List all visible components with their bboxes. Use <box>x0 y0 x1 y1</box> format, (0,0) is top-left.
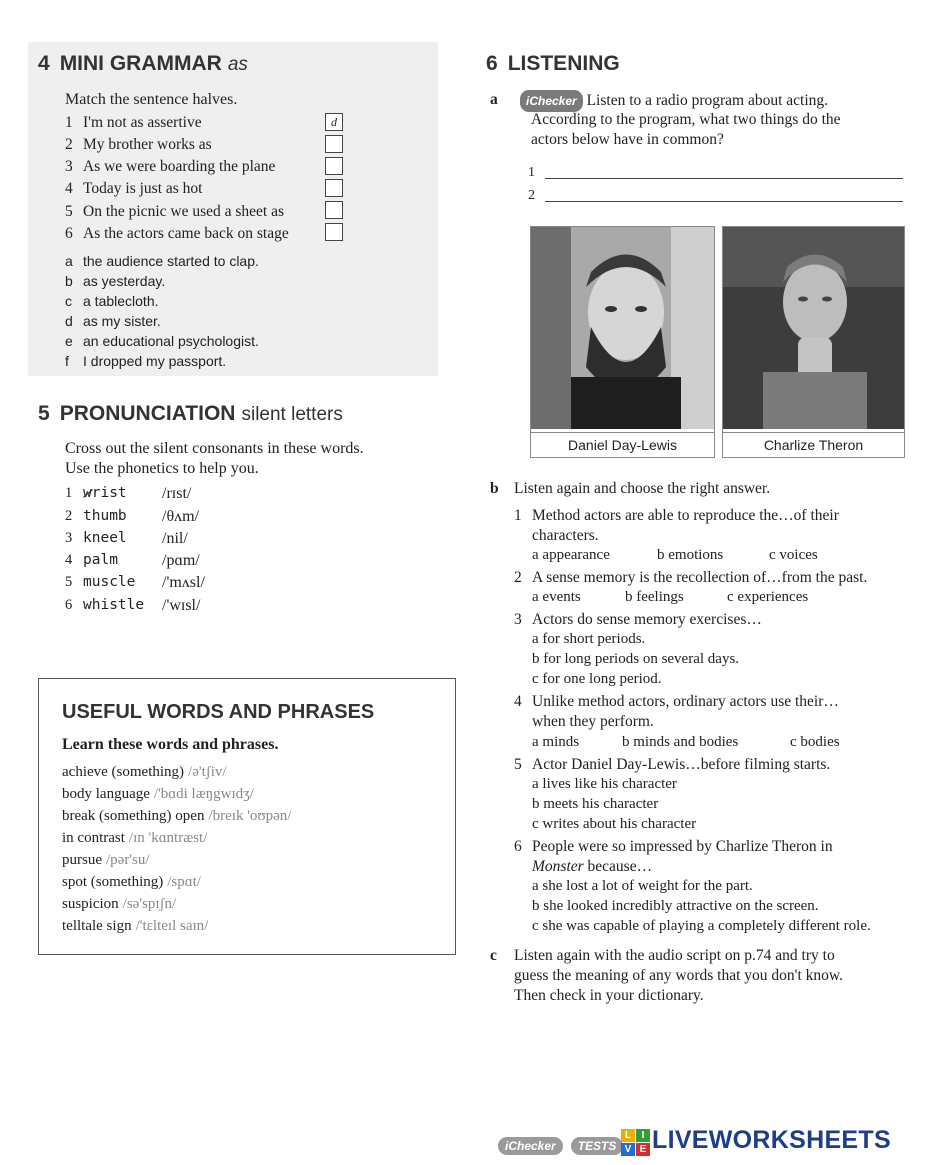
answer-option[interactable]: a appearance <box>532 547 610 563</box>
answer-box[interactable] <box>325 223 343 241</box>
question-text: Actor Daniel Day-Lewis…before filming starts. <box>532 756 831 773</box>
useful-words-subtitle: Learn these words and phrases. <box>62 736 279 753</box>
pronunciation-word[interactable]: 2 thumb <box>65 508 127 524</box>
listening-heading <box>486 52 620 76</box>
grammar-instruction: Match the sentence halves. <box>65 91 238 108</box>
answer-option[interactable]: a events <box>532 589 581 605</box>
grammar-item: 3 As we were boarding the plane <box>65 158 276 175</box>
question-number: 4 <box>514 693 522 710</box>
question-text: Monster because… <box>532 858 653 875</box>
part-c-text: Then check in your dictionary. <box>514 987 704 1004</box>
question-number: 2 <box>514 569 522 586</box>
part-a-text: According to the program, what two things do the <box>531 111 841 128</box>
photo-charlize-theron <box>722 226 905 458</box>
answer-box[interactable]: d <box>325 113 343 131</box>
answer-option[interactable]: a lives like his character <box>532 776 677 792</box>
phonetics: /nil/ <box>162 530 188 547</box>
phonetics: /θʌm/ <box>162 508 199 525</box>
phonetics: /'wɪsl/ <box>162 597 201 614</box>
section-title: PRONUNCIATION <box>59 402 236 425</box>
grammar-item: 6 As the actors came back on stage <box>65 225 289 242</box>
answer-box[interactable] <box>325 179 343 197</box>
question-text: Unlike method actors, ordinary actors use their… <box>532 693 839 710</box>
part-b-instruction: Listen again and choose the right answer. <box>514 480 771 497</box>
section-subtitle: as <box>227 54 248 75</box>
pronunciation-instruction: Cross out the silent consonants in these words. <box>65 440 364 457</box>
answer-option[interactable]: b feelings <box>625 589 684 605</box>
answer-option[interactable]: a minds <box>532 734 580 750</box>
answer-option[interactable]: c for one long period. <box>532 671 662 687</box>
part-letter: c <box>490 947 497 964</box>
question-number: 6 <box>514 838 522 855</box>
pronunciation-instruction: Use the phonetics to help you. <box>65 460 259 477</box>
question-text: Actors do sense memory exercises… <box>532 611 762 628</box>
pronunciation-word[interactable]: 5 muscle <box>65 574 136 590</box>
part-letter: a <box>490 91 498 108</box>
answer-option[interactable]: c experiences <box>727 589 809 605</box>
grammar-item: 4 Today is just as hot <box>65 180 203 197</box>
pronunciation-word[interactable]: 6 whistle <box>65 597 145 613</box>
useful-word: in contrast /ɪn 'kɑntræst/ <box>62 830 208 846</box>
answer-box[interactable] <box>325 135 343 153</box>
section-title: MINI GRAMMAR <box>59 52 222 75</box>
pronunciation-heading <box>38 402 343 426</box>
answer-option[interactable]: b she looked incredibly attractive on the screen. <box>532 898 819 914</box>
answer-option[interactable]: b emotions <box>657 547 724 563</box>
answer-option[interactable]: a she lost a lot of weight for the part. <box>532 878 753 894</box>
question-number: 5 <box>514 756 522 773</box>
ichecker-footer-badge[interactable]: iChecker <box>498 1137 563 1155</box>
photo-daniel-day-lewis <box>530 226 715 458</box>
answer-line[interactable] <box>545 178 903 179</box>
answer-option[interactable]: b meets his character <box>532 796 659 812</box>
useful-word: telltale sign /'tɛlteɪl saɪn/ <box>62 918 209 934</box>
question-number: 3 <box>514 611 522 628</box>
mini-grammar-heading <box>38 52 248 76</box>
liveworksheets-logo-text: LIVEWORKSHEETS <box>652 1126 891 1154</box>
useful-word: spot (something) /spɑt/ <box>62 874 201 890</box>
answer-option[interactable]: a for short periods. <box>532 631 646 647</box>
footer-badges <box>498 1137 623 1155</box>
useful-words-title: USEFUL WORDS AND PHRASES <box>62 701 375 723</box>
question-text: People were so impressed by Charlize Theron in <box>532 838 833 855</box>
section-number: 6 <box>486 52 498 75</box>
answer-box[interactable] <box>325 157 343 175</box>
grammar-ending: f I dropped my passport. <box>65 353 227 369</box>
photo-caption: Charlize Theron <box>723 432 904 457</box>
grammar-ending: d as my sister. <box>65 313 161 329</box>
part-letter: b <box>490 480 499 497</box>
question-text: characters. <box>532 527 599 544</box>
useful-word: body language /'bɑdi læŋgwɪdʒ/ <box>62 786 254 802</box>
question-text: Method actors are able to reproduce the…of their <box>532 507 839 524</box>
useful-word: achieve (something) /ə'tʃiv/ <box>62 764 227 780</box>
crossed-letter: w <box>83 485 92 501</box>
grammar-ending: b as yesterday. <box>65 273 166 289</box>
photo-caption: Daniel Day-Lewis <box>531 432 714 457</box>
grammar-item: 1 I'm not as assertive <box>65 114 202 131</box>
part-a-text: actors below have in common? <box>531 131 724 148</box>
phonetics: /'mʌsl/ <box>162 574 205 591</box>
portrait-image <box>531 227 714 429</box>
pronunciation-word[interactable]: 1 w rist <box>65 485 127 501</box>
tests-footer-badge[interactable]: TESTS <box>571 1137 624 1155</box>
ichecker-badge[interactable]: iChecker <box>520 90 583 112</box>
useful-word: break (something) open /breɪk 'oʊpən/ <box>62 808 292 824</box>
grammar-ending: e an educational psychologist. <box>65 333 259 349</box>
phonetics: /pɑm/ <box>162 552 200 569</box>
grammar-ending: a the audience started to clap. <box>65 253 259 269</box>
answer-option[interactable]: c voices <box>769 547 818 563</box>
pronunciation-word[interactable]: 4 palm <box>65 552 118 568</box>
section-number: 5 <box>38 402 50 425</box>
useful-word: suspicion /sə'spɪʃn/ <box>62 896 177 912</box>
blank-number: 1 <box>528 165 535 180</box>
answer-line[interactable] <box>545 201 903 202</box>
answer-box[interactable] <box>325 201 343 219</box>
question-text: A sense memory is the recollection of…from the past. <box>532 569 868 586</box>
portrait-image <box>723 227 904 429</box>
question-text: when they perform. <box>532 713 654 730</box>
useful-word: pursue /pər'su/ <box>62 852 150 868</box>
section-subtitle: silent letters <box>241 404 343 425</box>
grammar-ending: c a tablecloth. <box>65 293 159 309</box>
phonetics: /rɪst/ <box>162 485 192 502</box>
pronunciation-word[interactable]: 3 kneel <box>65 530 127 546</box>
part-c-text: guess the meaning of any words that you don't know. <box>514 967 843 984</box>
grammar-item: 5 On the picnic we used a sheet as <box>65 203 285 220</box>
section-number: 4 <box>38 52 50 75</box>
question-number: 1 <box>514 507 522 524</box>
answer-option[interactable]: b for long periods on several days. <box>532 651 740 667</box>
answer-option[interactable]: b minds and bodies <box>622 734 739 750</box>
part-c-text: Listen again with the audio script on p.74 and try to <box>514 947 835 964</box>
liveworksheets-logo-icon: L I V E <box>621 1129 651 1157</box>
section-title: LISTENING <box>507 52 620 75</box>
answer-option[interactable]: c bodies <box>790 734 840 750</box>
grammar-item: 2 My brother works as <box>65 136 212 153</box>
answer-option[interactable]: c writes about his character <box>532 816 697 832</box>
part-a-text: iChecker Listen to a radio program about acting. <box>520 90 828 112</box>
answer-option[interactable]: c she was capable of playing a completely different role. <box>532 918 871 934</box>
blank-number: 2 <box>528 188 535 203</box>
